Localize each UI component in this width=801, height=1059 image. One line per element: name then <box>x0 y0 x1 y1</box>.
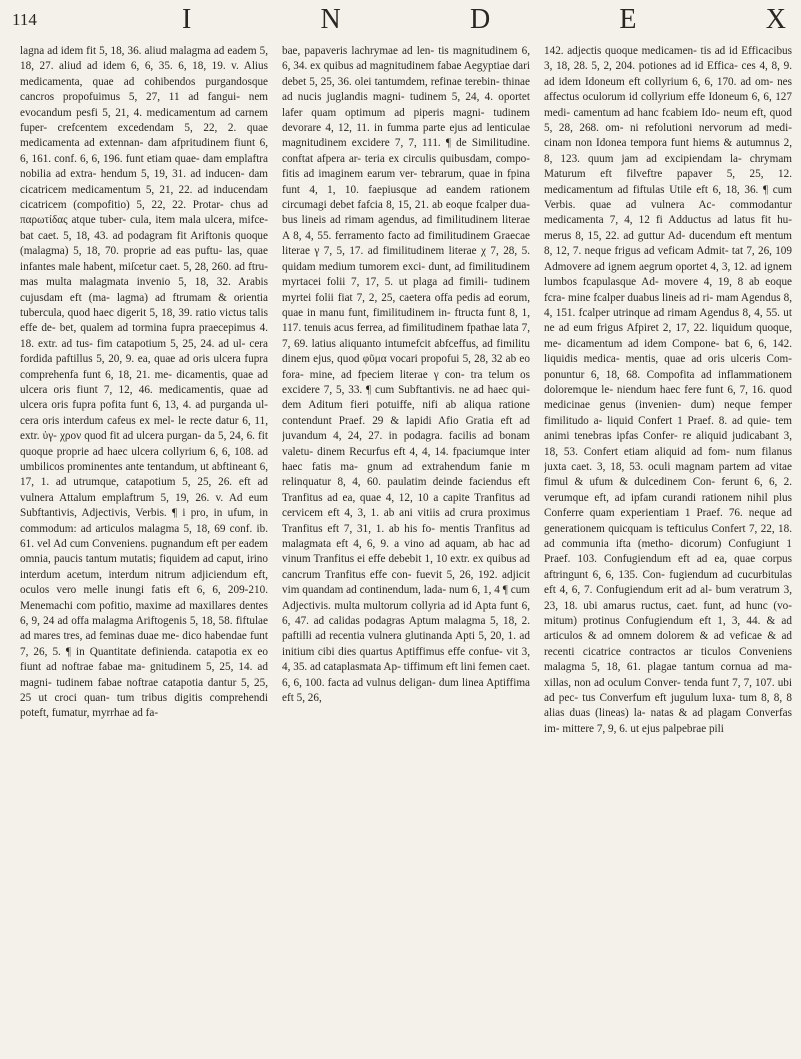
index-title <box>182 4 788 36</box>
index-column-left <box>20 44 268 1049</box>
index-column-right <box>544 44 792 1049</box>
page-header <box>0 0 801 42</box>
title-letter: X <box>765 4 788 35</box>
title-letter: I <box>182 4 194 35</box>
index-column-text: 142. adjectis quoque medicamen- tis ad id Efficacibus 3, 18, 28. 5, 2, 204. potiones ad id Effica- ces 4, 8, 9. ad idem Idoneum eft collyrium 6, 6, 170. ad om- nes affectus oculorum id collyrium effe Idoneum 6, 6, 127 medi- camentum ad hanc fcabiem Ido- neum eft, quod 5, 28, 268. om- ni refolutioni nervorum ad medi- cinam non Idonea tempora funt hiems & autumnus 2, 8, 123. quum jam ad excipiendam la- chrymam Maturum eft filveftre papaver 5, 25, 12. medicamentum ad fiftulas Utile eft 6, 18, 36. ¶ cum Verbis. quae ad vulnera Ac- commodantur medicamenta 7, 4, 12 fi Adductus ad latus fit hu- merus 8, 15, 22. ad guttur Ad- ducendum eft mentum 8, 12, 7. neque frigus ad veficam Admit- tat 7, 26, 109 Admovere ad ignem aegrum oportet 4, 3, 12. ad ignem lumbos fcapulasque Ad- movere 4, 19, 8 ab eoque fcra- mine fcalper duabus lineis ad ri- mam Agendus 8, 4, 151. fcalper utrinque ad rimam Agendus 8, 4, 55. ut ne ad eum frigus Afpiret 2, 17, 22. liquidum quoque, me- dicamentum ad idem Compone- bat 6, 6, 142. liquidis medica- mentis, quae ad oris ulceris Com- ponuntur 6, 18, 68. Compofita ad inflammationem doloremque le- niendum haec fere funt 6, 7, 16. quod medicinae genus (invenien- dum) neque femper fimilitudo a- liquid Confert 1 Praef. 8. ad quie- tem animi tenebras ipfas Confer- re aliquid judicabant 3, 18, 53. Confert etiam aliquid ad fom- num filanus juxta caet. 3, 18, 53. oculi magnam partem ad vitae fimul & ufum & dulcedinem Con- ferunt 6, 6, 2. verumque eft, ad ipfam curandi rationem nihil plus Conferre quam experientiam 1 Praef. 76. neque ad generationem quicquam is tefticulus Confert 7, 22, 18. ad communia ifta (metho- dicorum) Confugiunt 1 Praef. 103. Confugiendum eft ad ea, quae corpus aftringunt 6, 6, 135. Con- fugiendum ad cucurbitulas eft 4, 6, 7. Confugiendum erit ad al- bum veratrum 3, 23, 18. ubi amarus ructus, caet. funt, ad hunc (vo- mitum) protinus Confugiendum eft 1, 3, 44. & ad articulos & ad omnem dolorem & ad veficae & ad recenti cicatrice contractos ar ticulos Conveniens malagma 5, 18, 61. plagae tantum cornua ad ma- xillas, non ad oculum Conver- tenda funt 7, 7, 107. ubi ad pec- tus Converfum eft jugulum luxa- tum 8, 8, 8 alias duas (lineas) la- natas & ad plagam Converfas im- mittere 7, 9, 6. ut ejus palpebrae pili <box>544 45 792 735</box>
index-column-text: lagna ad idem fit 5, 18, 36. aliud malagma ad eadem 5, 18, 27. aliud ad idem 6, 6, 35. 6, 18, 19. v. Alius medicamenta, quae ad cohibendos purgandosque cancros propofuimus 5, 27, 11 ad fangui- nem evocandum pesfi 5, 21, 4. medicamentum ad carnem fuper- crefcentem excedendam 5, 22, 2. quae medicamenta ad extennan- dam afpritudinem fiunt 6, 6, 161. conf. 6, 6, 196. funt etiam quae- dam emplaftra nobilia ad extra- hendum 5, 19, 31. ad inducen- dam cicatricem medicamentum 5, 21, 22. ad inducendam cicatricem (compofitio) 5, 22, 22. Protar- chus ad παρωτίδας atque tuber- cula, item mala ulcera, mifce- bat caet. 5, 18, 43. ad podagram fit Ariftonis quoque (malagma) 5, 18, 70. proprie ad eas puftu- las, quae infantes male habent, miſcetur caet. 5, 28, 260. ad ftru- mas multa malagmata invenio 5, 18, 32. Arabis cujusdam eft (ma- lagma) ad ftrumam & orientia tubercula, quod haec digerit 5, 18, 39. ratio victus talis effe de- bet, qualem ad tormina fupra praecepimus 4. 18. extr. ad tus- fim catapotium 5, 25, 24. ad ul- cera fordida paftillus 5, 20, 9. ea, quae ad oris ulcera fupra comprehenfa funt 6, 18, 21. me- dicamentis, quae ad ulcera oris fiunt 7, 12, 46. medicamentis, quae ad ulcera oris fupra pofita funt 6, 13, 4. ad purganda ul- cera oris interdum cafeus ex mel- le recte datur 6, 11, extr. ὑγ- χρον quod fit ad ulcera purgan- da 5, 24, 6. fit quoque proprie ad haec ulcera collyrium 6, 6, 108. ad umbilicos prominentes ante tentandum, ut abftineant 6, 17, 1. ad utrumque, catapotium 5, 25, 26. eft ad vulnera Attalum emplaftrum 5, 19, 26. v. Ad eum Subftantivis, Adjectivis, Verbis. ¶ i pro, in ufum, in commodum: ad articulos malagma 5, 18, 69 conf. ib. 61. vel Ad cum Conveniens. pugnandum eft per eadem omnia, paucis tantum mutatis; fiquidem ad caput, irino interdum acetum, interdum nitrum adjiciendum eft, oculos vero melle inungi fatis eft 6, 6, 209-210. Menemachi com pofitio, maxime ad maxillares dentes 6, 9, 24 ad offa malagma Ariftogenis 5, 18, 58. fiftulae ad mares tres, ad feminas duae me- dico habendae funt 7, 26, 5. ¶ in Quantitate definienda. catapotia ex eo fiunt ad noftrae fabae ma- gnitudinem 5, 25, 14. ad magni- tudinem fabae noftrae catapotia dantur 5, 25, 25 ut croci quan- tum tribus digitis comprehendi poteft, fumatur, myrrhae ad fa- <box>20 45 268 720</box>
index-column-middle <box>282 44 530 1049</box>
index-column-text: bae, papaveris lachrymae ad len- tis magnitudinem 6, 6, 34. ex quibus ad magnitudinem fabae Aegyptiae dari debet 5, 25, 36. olei tantumdem, refinae terebin- thinae ad nucis juglandis magni- tudinem 5, 24, 4. oportet lafer quam optimum ad piperis magni- tudinem devorare 4, 12, 11. in fumma parte ejus ad lenticulae magnitudinem excidere 7, 7, 111. ¶ de Similitudine. conftat afpera ar- teria ex circulis quibusdam, compo- fitis ad imaginem earum ver- tebrarum, quae in fpina funt 4, 1, 10. faepiusque ad eandem rationem circumagi debet fafcia 8, 15, 21. ab eoque fcalper dua- bus lineis ad rimam agendus, ad fimilitudinem literae A 8, 4, 55. ferramento facto ad fimilitudinem Graecae literae γ 7, 5, 17. ad fimilitudinem literae χ 7, 28, 5. quidam medium tumorem exci- dunt, ad fimilitudinem myrtacei folii 7, 17, 5. ut plaga ad fimili- tudinem myrtei folii fiat 7, 2, 25, caetera offa pedis ad eorum, quae in manu funt, fimilitudinem in- ftructa funt 8, 1, 117. tenuis acus ferrea, ad fimilitudinem fpathae lata 7, 7, 69. latius aliquanto intumefcit abfceffus, ad fimilitu dinem ejus, quod φῦμα vocari propofui 5, 28, 32 ab eo fora- mine, ad fpeciem literae γ con- tra telum os excidere 7, 5, 33. ¶ cum Subftantivis. ne ad haec qui- dem Aditum fieri potuiffe, nifi ab aliqua ratione contendunt Praef. 29 & lapidi Afio Gratia eft ad juvandum 4, 24, 27. in podagra. facilis ad bonam valetu- dinem Recurfus eft 4, 4, 14. fpaciumque inter haec fatis ma- gnum ad extrahendum fanie m relinquatur 8, 4, 60. paulatim deinde faciendus eft Tranfitus ad ea, quae 4, 12, 10 a capite Tranfitus ad cervicem eft 4, 3, 1. ab ani vitiis ad crura proximus Tranfitus eft 7, 31, 1. ab his fo- mentis Tranfitus ad malagmata eft 4, 6, 9. a vino ad aquam, ab hac ad vinum Tranfitus ei effe debebit 1, 10 extr. ex quibus ad cancrum Tranfitus effe con- fuevit 5, 26, 192. adjicit vim quandam ad continendum, lada- num 6, 1, 4 ¶ cum Adjectivis. multa multorum collyria ad id Apta funt 6, 6, 47. ad calidas podagras Aptum malagma 5, 18, 2. paftilli ad recentia vulnera glutinanda Apti 5, 20, 1. ad initium cibi dies quartus Aptiffimus effe confue- vit 3, 4, 35. ad cataplasmata Ap- tiffimum eft lini femen caet. 6, 6, 100. facta ad vulnus deligan- dum linea Aptiffima eft 5, 26, <box>282 45 530 705</box>
index-columns <box>20 44 792 1049</box>
page-number: 114 <box>12 10 37 29</box>
title-letter: N <box>320 4 343 35</box>
title-letter: E <box>619 4 639 35</box>
title-letter: D <box>469 4 493 35</box>
